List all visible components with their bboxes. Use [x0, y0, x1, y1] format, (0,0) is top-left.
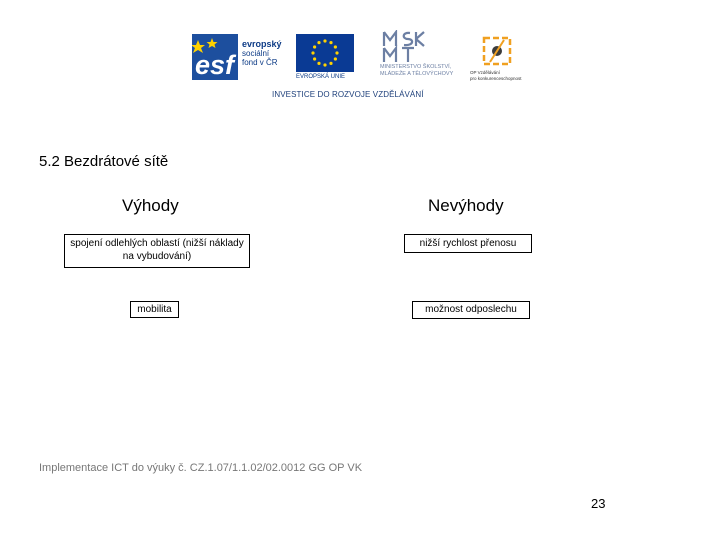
msmt-caption-line2: MLÁDEŽE A TĚLOVÝCHOVY: [380, 71, 454, 77]
eu-logo: [296, 34, 354, 80]
advantages-heading: Výhody: [122, 196, 179, 215]
eu-flag-icon: [296, 34, 354, 72]
eu-star-icon: [323, 63, 326, 66]
esf-logo: [192, 34, 296, 80]
eu-star-icon: [335, 51, 338, 54]
op-vk-logo: [470, 34, 528, 86]
esf-emblem: [192, 34, 238, 80]
esf-line2: sociální: [242, 49, 270, 58]
logo-banner: [192, 30, 528, 104]
msmt-caption-line1: MINISTERSTVO ŠKOLSTVÍ,: [380, 64, 452, 70]
op-frame-icon: [470, 34, 528, 70]
eu-star-icon: [329, 62, 332, 65]
disadvantages-heading: Nevýhody: [428, 196, 504, 215]
page-number: 23: [591, 496, 606, 511]
eu-star-icon: [323, 39, 326, 42]
esf-wordmark: [242, 40, 282, 67]
eu-star-icon: [313, 45, 316, 48]
msmt-caption: [380, 64, 453, 78]
eu-star-icon: [317, 62, 320, 65]
disadvantage-item: nižší rychlost přenosu: [404, 234, 532, 253]
esf-line1: evropský: [242, 39, 282, 49]
msmt-monogram-icon: [380, 30, 458, 64]
eu-star-icon: [313, 57, 316, 60]
esf-line3: fond v ČR: [242, 58, 278, 67]
eu-star-icon: [329, 41, 332, 44]
eu-star-icon: [334, 57, 337, 60]
eu-star-icon: [311, 51, 314, 54]
eu-star-icon: [334, 45, 337, 48]
slide-title: 5.2 Bezdrátové sítě: [39, 153, 169, 170]
footer-project-id: Implementace ICT do výuky č. CZ.1.07/1.1.02/02.0012 GG OP VK: [39, 462, 363, 474]
svg-text:esf: esf: [195, 50, 235, 80]
op-caption-line1: OP Vzdělávání: [470, 70, 500, 75]
msmt-logo: [380, 30, 458, 82]
eu-caption: EVROPSKÁ UNIE: [296, 74, 346, 80]
eu-star-icon: [317, 41, 320, 44]
advantage-item: mobilita: [130, 301, 179, 318]
op-caption-line2: pro konkurenceschopnost: [470, 75, 522, 81]
advantage-item: spojení odlehlých oblastí (nižší náklady na vybudování): [64, 234, 250, 268]
banner-caption: INVESTICE DO ROZVOJE VZDĚLÁVÁNÍ: [272, 90, 424, 99]
disadvantage-item: možnost odposlechu: [412, 301, 530, 319]
op-caption: [470, 70, 522, 81]
